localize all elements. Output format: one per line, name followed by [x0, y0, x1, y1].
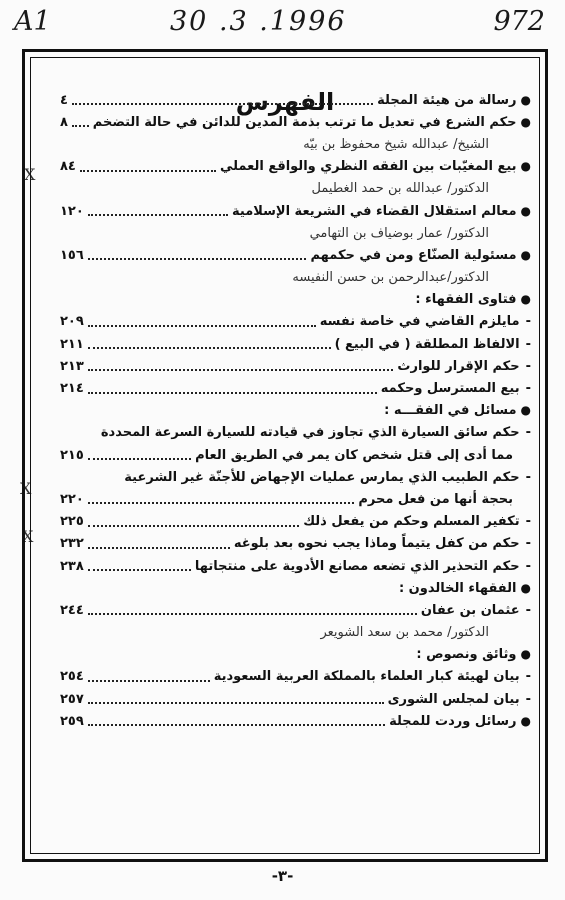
toc-entry-text: حكم من كفل يتيماً وماذا يجب نحوه بعد بلوغه	[233, 536, 520, 552]
toc-page-number: ٤	[60, 92, 68, 108]
dash-marker: -	[525, 381, 531, 397]
dot-leader	[88, 392, 377, 394]
toc-row	[60, 133, 531, 155]
toc-entry-title	[232, 204, 531, 219]
toc-row	[60, 156, 531, 178]
toc-entry-title	[397, 359, 531, 374]
dash-marker: -	[525, 314, 531, 330]
toc-page-number: ٢١٤	[60, 381, 84, 397]
dot-leader	[88, 325, 316, 327]
toc-entry-text: بيان لهيئة كبار العلماء بالمملكة العربية السعودية	[213, 669, 520, 685]
toc-entry-text: تكفير المسلم وحكم من يفعل ذلك	[303, 514, 520, 530]
toc-row	[60, 511, 531, 533]
bullet-icon: ●	[520, 247, 531, 262]
toc-entry-title	[214, 669, 531, 684]
toc-entry-text: رسائل وردت للمجلة	[389, 713, 517, 729]
handwritten-ref: A1	[14, 6, 51, 37]
toc-page-number: ٨٤	[60, 159, 76, 175]
toc-entry-title	[303, 137, 531, 152]
toc-entry-title	[416, 647, 531, 662]
dash-marker: -	[525, 336, 531, 352]
toc-entry-text: مايلزم القاضي في خاصة نفسه	[319, 314, 520, 330]
toc-row	[60, 466, 531, 488]
toc-entry-text: حكم الطبيب الذي يمارس عمليات الإجهاض للأجنّة غير الشرعية	[124, 469, 520, 485]
dash-marker: -	[525, 514, 531, 530]
toc-page-number: ٢٥٧	[60, 691, 84, 707]
toc-row	[60, 289, 531, 311]
toc-entry-title	[310, 226, 531, 241]
toc-page-number: ٢٥٤	[60, 669, 84, 685]
toc-page-number: ٢٣٢	[60, 536, 84, 552]
toc-entry-text: الشيخ/ عبدالله شيخ محفوظ بن بيّه	[303, 136, 489, 152]
toc-entry-title	[384, 403, 531, 418]
toc-row	[60, 311, 531, 333]
dash-marker: -	[525, 691, 531, 707]
toc-row	[60, 333, 531, 355]
margin-mark: X	[20, 479, 32, 498]
toc-row	[60, 555, 531, 577]
dot-leader	[72, 103, 373, 105]
toc-row	[60, 688, 531, 710]
toc-row	[60, 355, 531, 377]
dot-leader	[88, 569, 191, 571]
margin-mark: X	[24, 165, 36, 184]
dot-leader	[88, 724, 385, 726]
toc-entry-text: الالفاظ المطلقة ( في البيع )	[334, 336, 520, 352]
toc-entry-title	[195, 448, 531, 463]
toc-entry-text: مسئولية الصنّاع ومن في حكمهم	[310, 247, 517, 263]
toc-entry-text: بيع المغيّبات بين الفقه النظري والواقع العملي	[219, 159, 517, 175]
toc-entry-title	[388, 692, 531, 707]
toc-page-number: ٢٢٥	[60, 514, 84, 530]
toc-entry-title	[377, 93, 531, 108]
toc-row	[60, 488, 531, 510]
bullet-icon: ●	[520, 713, 531, 728]
toc-entry-title	[335, 337, 531, 352]
dash-marker: -	[525, 536, 531, 552]
toc-entry-title	[124, 470, 531, 485]
bullet-icon: ●	[520, 647, 531, 662]
dot-leader	[88, 214, 228, 216]
toc-entry-text: حكم الإقرار للوارث	[397, 358, 520, 374]
dot-leader	[72, 125, 89, 127]
toc-row	[60, 577, 531, 599]
bullet-icon: ●	[520, 92, 531, 107]
handwritten-date: 30 .3 .1996	[170, 6, 347, 37]
dot-leader	[88, 613, 417, 615]
toc-page-number: ٢٤٤	[60, 602, 84, 618]
dash-marker: -	[525, 358, 531, 374]
toc-row	[60, 666, 531, 688]
dot-leader	[88, 258, 307, 260]
toc-entry-text: الفقهاء الخالدون :	[398, 580, 517, 596]
page-title: الفهرس	[235, 88, 335, 116]
toc-entry-text: بيع المسترسل وحكمه	[380, 381, 520, 397]
dot-leader	[88, 502, 355, 504]
dash-marker: -	[525, 602, 531, 618]
toc-entry-text: بحجة أنها من فعل محرم	[358, 491, 513, 507]
toc-row	[60, 200, 531, 222]
dot-leader	[88, 680, 210, 682]
toc-page-number: ٢٠٩	[60, 314, 84, 330]
toc-row	[60, 622, 531, 644]
bullet-icon: ●	[520, 292, 531, 307]
toc-row	[60, 400, 531, 422]
dash-marker: -	[525, 558, 531, 574]
toc-page-number: ١٢٠	[60, 203, 84, 219]
toc-entry-title	[358, 492, 531, 507]
toc-entry-title	[234, 536, 531, 551]
toc-entry-text: وثائق ونصوص :	[416, 647, 517, 663]
toc-row	[60, 178, 531, 200]
toc-entry-title	[320, 625, 531, 640]
toc-entry-title	[220, 159, 531, 174]
dot-leader	[80, 170, 216, 172]
dot-leader	[88, 347, 331, 349]
toc-entry-text: فتاوى الفقهاء :	[415, 292, 517, 308]
toc-entry-text: حكم سائق السيارة الذي تجاوز في قيادته للسيارة السرعة المحددة	[100, 425, 520, 441]
toc-page-number: ٢١٥	[60, 447, 84, 463]
toc-entry-title	[421, 603, 531, 618]
toc-entry-title	[381, 381, 531, 396]
toc-entry-text: حكم التحذير الذي تضعه مصانع الأدوية على منتجاتها	[194, 558, 520, 574]
bullet-icon: ●	[520, 403, 531, 418]
toc-entry-title	[389, 714, 531, 729]
toc-entry-text: رسالة من هيئة المجلة	[377, 92, 517, 108]
table-of-contents	[60, 89, 531, 732]
margin-mark: X	[22, 527, 34, 546]
toc-row	[60, 644, 531, 666]
toc-entry-text: الدكتور/عبدالرحمن بن حسن النفيسه	[292, 270, 489, 286]
bullet-icon: ●	[520, 580, 531, 595]
toc-row	[60, 222, 531, 244]
toc-page-number: ١٥٦	[60, 247, 84, 263]
dash-marker: -	[525, 469, 531, 485]
toc-entry-title	[292, 270, 531, 285]
toc-page-number: ٢٣٨	[60, 558, 84, 574]
toc-row	[60, 599, 531, 621]
toc-page-number: ٢١١	[60, 336, 84, 352]
toc-row	[60, 89, 531, 111]
toc-row	[60, 533, 531, 555]
toc-entry-title	[93, 115, 531, 130]
dot-leader	[88, 369, 394, 371]
toc-row	[60, 422, 531, 444]
dash-marker: -	[525, 669, 531, 685]
bullet-icon: ●	[520, 203, 531, 218]
toc-entry-title	[310, 248, 531, 263]
page-number: -٣-	[271, 867, 294, 885]
toc-entry-text: معالم استقلال القضاء في الشريعة الإسلامية	[232, 203, 517, 219]
toc-page-number: ٢٢٠	[60, 491, 84, 507]
toc-row	[60, 377, 531, 399]
dot-leader	[88, 458, 191, 460]
toc-page-number: ٨	[60, 114, 68, 130]
dot-leader	[88, 547, 230, 549]
toc-entry-text: الدكتور/ عمار بوضياف بن التهامي	[309, 225, 489, 241]
toc-entry-text: مسائل في الفقـــه :	[384, 403, 517, 419]
toc-row	[60, 444, 531, 466]
toc-page-number: ٢٥٩	[60, 713, 84, 729]
toc-entry-title	[195, 559, 531, 574]
toc-entry-text: حكم الشرع في تعديل ما ترتب بذمة المدين للدائن في حالة التضخم	[92, 114, 517, 130]
toc-entry-title	[320, 314, 531, 329]
dot-leader	[88, 702, 384, 704]
toc-row	[60, 267, 531, 289]
toc-entry-text: مما أدى إلى قتل شخص كان يمر في الطريق العام	[195, 447, 513, 463]
dot-leader	[88, 525, 299, 527]
dash-marker: -	[525, 425, 531, 441]
toc-entry-title	[415, 292, 531, 307]
bullet-icon: ●	[520, 114, 531, 129]
toc-entry-title	[312, 181, 531, 196]
bullet-icon: ●	[520, 159, 531, 174]
toc-entry-text: عثمان بن عفان	[420, 602, 520, 618]
toc-entry-text: الدكتور/ عبدالله بن حمد الغطيمل	[311, 181, 489, 197]
toc-entry-text: بيان لمجلس الشورى	[387, 691, 520, 707]
toc-page-number: ٢١٣	[60, 358, 84, 374]
toc-entry-title	[399, 581, 531, 596]
toc-row	[60, 244, 531, 266]
toc-row	[60, 710, 531, 732]
toc-entry-text: الدكتور/ محمد بن سعد الشويعر	[320, 625, 489, 641]
toc-row	[60, 111, 531, 133]
handwritten-number: 972	[493, 6, 545, 37]
toc-entry-title	[101, 425, 531, 440]
toc-entry-title	[303, 514, 531, 529]
